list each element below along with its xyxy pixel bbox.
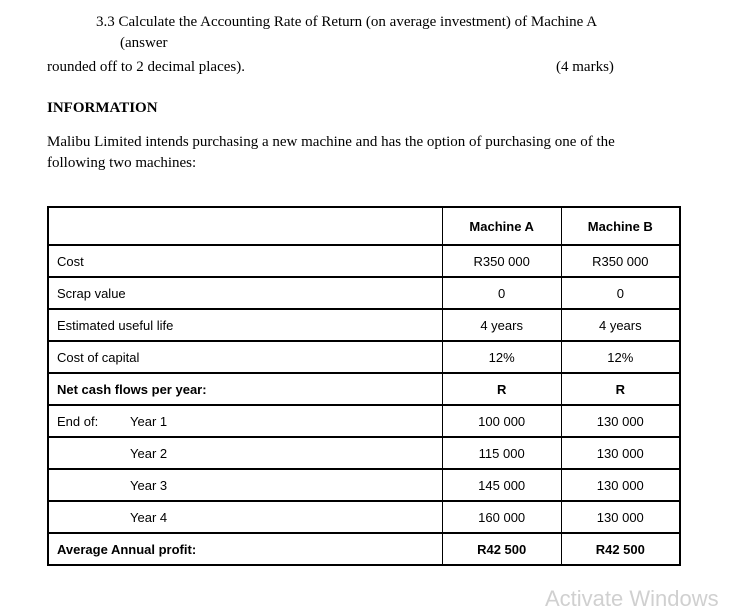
total-label: Average Annual profit: xyxy=(48,533,442,565)
year-label: Year 2 xyxy=(130,445,168,461)
row-label: Net cash flows per year: xyxy=(48,373,442,405)
table-header-row xyxy=(48,207,680,245)
info-paragraph-line-2: following two machines: xyxy=(47,155,197,171)
machine-b-value: 130 000 xyxy=(561,405,680,437)
year-label: Year 3 xyxy=(130,477,168,493)
table-row xyxy=(48,309,680,341)
row-label: Cost of capital xyxy=(48,341,442,373)
machine-b-value: R xyxy=(561,373,680,405)
machine-a-total: R42 500 xyxy=(442,533,561,565)
table-row xyxy=(48,501,680,533)
table-row xyxy=(48,341,680,373)
question-line-2: (answer xyxy=(120,35,168,51)
machine-a-value: 12% xyxy=(442,341,561,373)
machine-b-value: 130 000 xyxy=(561,501,680,533)
information-heading: INFORMATION xyxy=(47,100,158,116)
machine-a-value: R xyxy=(442,373,561,405)
question-line-1: 3.3 Calculate the Accounting Rate of Return (on average investment) of Machine A xyxy=(96,14,598,30)
header-machine-a: Machine A xyxy=(442,207,561,245)
machine-b-value: 130 000 xyxy=(561,437,680,469)
year-label-cell xyxy=(48,469,442,501)
machine-a-value: 4 years xyxy=(442,309,561,341)
row-label: Scrap value xyxy=(48,277,442,309)
question-line-3: rounded off to 2 decimal places). xyxy=(47,59,245,75)
end-of-label: End of: xyxy=(57,413,99,429)
year-label-cell xyxy=(48,437,442,469)
machine-a-value: R350 000 xyxy=(442,245,561,277)
machine-a-value: 145 000 xyxy=(442,469,561,501)
info-paragraph-line-1: Malibu Limited intends purchasing a new machine and has the option of purchasing one of the xyxy=(47,134,615,150)
table-row xyxy=(48,245,680,277)
row-label: Cost xyxy=(48,245,442,277)
table-row xyxy=(48,469,680,501)
table-row xyxy=(48,437,680,469)
machine-a-value: 160 000 xyxy=(442,501,561,533)
machine-b-value: 130 000 xyxy=(561,469,680,501)
machine-comparison-table xyxy=(47,206,681,566)
machine-b-value: 0 xyxy=(561,277,680,309)
year-label-cell xyxy=(48,405,442,437)
year-label-cell xyxy=(48,501,442,533)
header-blank-cell xyxy=(48,207,442,245)
machine-b-total: R42 500 xyxy=(561,533,680,565)
machine-b-value: R350 000 xyxy=(561,245,680,277)
machine-b-value: 12% xyxy=(561,341,680,373)
machine-a-value: 115 000 xyxy=(442,437,561,469)
table-row xyxy=(48,277,680,309)
table-row xyxy=(48,373,680,405)
marks-label: (4 marks) xyxy=(556,59,614,75)
year-label: Year 1 xyxy=(130,413,168,429)
machine-a-value: 100 000 xyxy=(442,405,561,437)
row-label: Estimated useful life xyxy=(48,309,442,341)
table-row xyxy=(48,405,680,437)
header-machine-b: Machine B xyxy=(561,207,680,245)
machine-a-value: 0 xyxy=(442,277,561,309)
activate-windows-watermark: Activate Windows xyxy=(545,586,719,611)
machine-b-value: 4 years xyxy=(561,309,680,341)
table-total-row xyxy=(48,533,680,565)
year-label: Year 4 xyxy=(130,509,168,525)
